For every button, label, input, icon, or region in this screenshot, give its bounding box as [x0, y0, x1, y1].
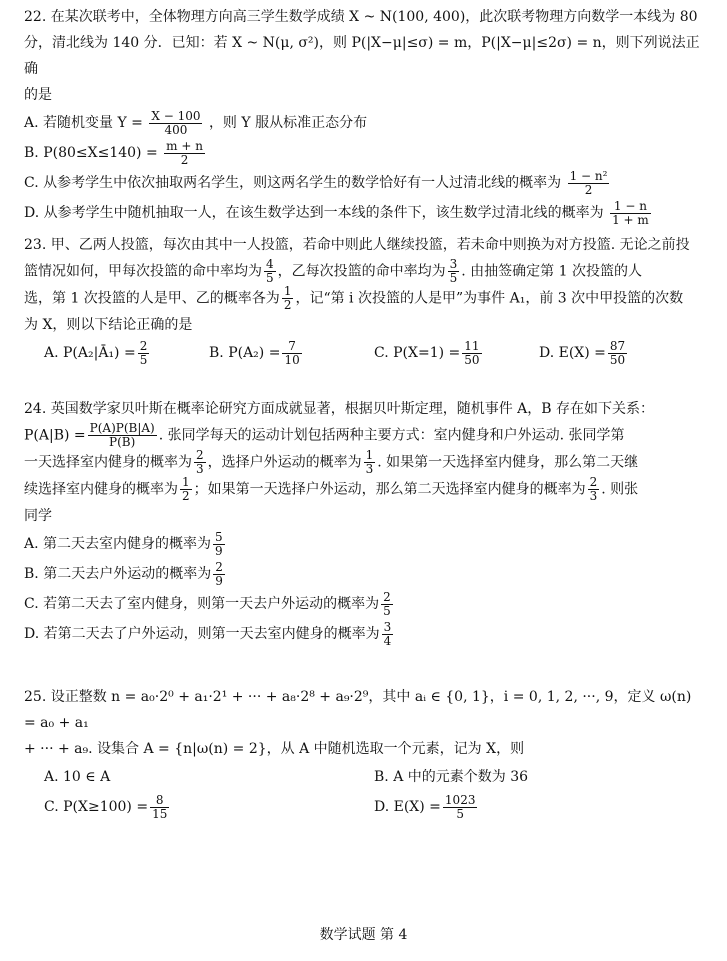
q24-line-3: 一天选择室内健身的概率为 $\frac{2}{3}$ ，选择户外运动的概率为 $\frac{1}{3}$ . 如果第一天选择室内健身，那么第二天继	[24, 448, 639, 476]
question-23	[24, 232, 704, 368]
question-25	[24, 684, 704, 822]
q25-option-a[interactable]: A. 10 ∈ A	[44, 769, 111, 785]
q22-d-text: D. 从参考学生中随机抽取一人，在该生数学达到一本线的条件下，该生数学过清北线的概率为	[24, 205, 604, 221]
q24-option-a[interactable]: A. 第二天去室内健身的概率为 $\frac{5}{9}$	[24, 529, 223, 558]
q23-line-3: 选，第 1 次投篮的人是甲、乙的概率各为 $\frac{1}{2}$ ，记“第 i 次投篮的人是甲”为事件 A₁，前 3 次中甲投篮的次数	[24, 284, 684, 312]
q22-a-tail: ，则 Y 服从标准正态分布	[208, 115, 368, 131]
q24-line-4: 续选择室内健身的概率为 $\frac{1}{2}$ ；如果第一天选择户外运动，那么第二天选择室内健身的概率为 $\frac{2}{3}$ . 则张	[24, 475, 639, 503]
q25-option-b[interactable]: B. A 中的元素个数为 36	[374, 769, 529, 785]
q22-d-fraction: $\frac{1 - n}{1 + m}$	[612, 198, 649, 227]
q23-frac-3-5: $\frac{3}{5}$	[449, 257, 458, 285]
q22-c-text: C. 从参考学生中依次抽取两名学生，则这两名学生的数学恰好有一人过清北线的概率为	[24, 175, 562, 191]
q23-line-1: 23. 甲、乙两人投篮，每次由其中一人投篮，若命中则此人继续投篮，若未命中则换为对方投篮. 无论之前投	[24, 237, 690, 253]
q22-a-fraction: $\frac{X - 100}{400}$	[151, 108, 201, 137]
q25-line-2: + ··· + a₉. 设集合 A = {n|ω(n) = 2}，从 A 中随机选取一个元素，记为 X，则	[24, 741, 525, 757]
q23-frac-4-5: $\frac{4}{5}$	[266, 257, 274, 285]
q22-c-fraction: $\frac{\text{1 − n²}}{2}$	[569, 168, 608, 197]
q25-line-1: 25. 设正整数 n = a₀·2⁰ + a₁·2¹ + ··· + a₈·2⁸ + a₉·2⁹，其中 aᵢ ∈ {0, 1}，i = 0, 1, 2, ···, 9，定义 ω(n) = a₀ + a₁	[24, 689, 692, 731]
q22-option-a[interactable]	[24, 108, 704, 138]
q23-option-c[interactable]: C. P(X=1) = $\frac{11}{50}$	[374, 338, 480, 367]
q23-line-2: 篮情况如何，甲每次投篮的命中率均为 $\frac{4}{5}$ ，乙每次投篮的命中率均为 $\frac{3}{5}$ . 由抽签确定第 1 次投篮的人	[24, 257, 642, 285]
q24-option-d[interactable]: D. 若第二天去了户外运动，则第一天去室内健身的概率为 $\frac{3}{4}$	[24, 619, 392, 648]
q22-a-text: A. 若随机变量 Y =	[24, 115, 143, 131]
q24-bayes-fraction: $\frac{P(A)P(B|A)}{P(B)}$	[89, 421, 155, 449]
q25-options-row-2	[44, 792, 704, 822]
q24-option-b[interactable]: B. 第二天去户外运动的概率为 $\frac{2}{9}$	[24, 559, 223, 588]
q24-line-2: P(A|B) = $\frac{P(A)P(B|A)}{P(B)}$ . 张同学每天的运动计划包括两种主要方式：室内健身和户外运动. 张同学第	[24, 421, 625, 449]
q22-option-d[interactable]	[24, 198, 704, 228]
q23-option-a[interactable]: A. P(A₂|Ā₁) = $\frac{2}{5}$	[44, 338, 148, 367]
q24-line-1: 24. 英国数学家贝叶斯在概率论研究方面成就显著，根据贝叶斯定理，随机事件 A，B 存在如下关系：	[24, 401, 655, 417]
question-22	[24, 4, 704, 228]
q22-stem-line-2: 分，清北线为 140 分．已知：若 X ~ N(μ, σ²)，则 P(|X−μ|≤σ) = m，P(|X−μ|≤2σ) = n，则下列说法正确	[24, 35, 700, 77]
q23-option-d[interactable]: D. E(X) = $\frac{87}{50}$	[539, 338, 626, 367]
q22-b-text: B. P(80≤X≤140) =	[24, 145, 158, 161]
q24-option-c[interactable]: C. 若第二天去了室内健身，则第一天去户外运动的概率为 $\frac{2}{5}$	[24, 589, 391, 618]
question-24	[24, 396, 704, 649]
q22-option-b[interactable]	[24, 138, 704, 168]
q22-stem-line-1: 22. 在某次联考中，全体物理方向高三学生数学成绩 X ~ N(100, 400)，此次联考物理方向数学一本线为 80	[24, 9, 698, 25]
q22-option-c[interactable]	[24, 168, 704, 198]
q25-options-row-1	[44, 762, 704, 792]
q23-line-4: 为 X，则以下结论正确的是	[24, 317, 193, 333]
q22-b-fraction: $\frac{m + n}{2}$	[166, 138, 203, 167]
q24-line-5: 同学	[24, 508, 52, 524]
q25-option-c[interactable]: C. P(X≥100) = $\frac{8}{15}$	[44, 792, 168, 821]
q23-frac-1-2: $\frac{1}{2}$	[283, 284, 292, 312]
page-footer: 数学试题 第 4	[319, 927, 408, 943]
q23-options	[44, 338, 704, 368]
q22-stem-line-3: 的是	[24, 87, 52, 103]
q23-option-b[interactable]: B. P(A₂) = $\frac{7}{10}$	[209, 338, 300, 367]
q25-option-d[interactable]: D. E(X) = $\frac{1023}{5}$	[374, 792, 476, 821]
